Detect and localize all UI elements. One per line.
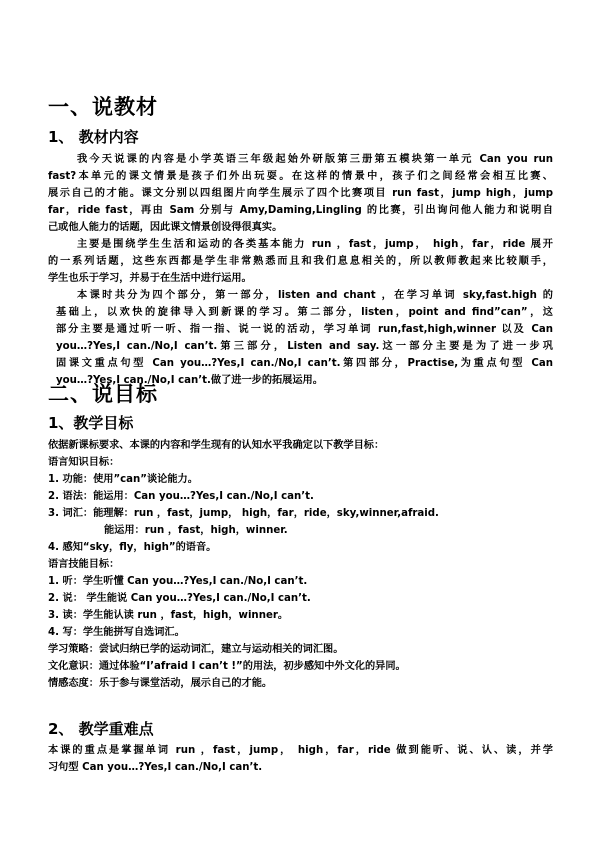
text-line: 3. 读：学生能认读 run ，fast，high，winner。 — [48, 610, 289, 621]
text-line: 学生也乐于学习，并易于在生活中进行运用。 — [48, 273, 252, 284]
text-line: 情感态度：乐于参与课堂活动，展示自己的才能。 — [48, 678, 273, 689]
text-line: 2. 语法：能运用：Can you…?Yes,I can./No,I can’t. — [48, 491, 314, 502]
text-line: 主要是围绕学生生活和运动的各类基本能力 run ，fast，jump， high，far，ride 展开 — [77, 239, 553, 250]
text-line: 文化意识：通过体验“I’afraid I can’t !”的用法，初步感知中外文化的异同。 — [48, 661, 406, 672]
text-line: 依据新课标要求、本课的内容和学生现有的认知水平我确定以下教学目标： — [48, 440, 385, 451]
text-line: 3. 词汇：能理解：run ，fast，jump， high，far，ride，sky,winner,afraid. — [48, 508, 439, 519]
text-line: 我今天说课的内容是小学英语三年级起始外研版第三册第五模块第一单元 Can you run — [77, 154, 553, 165]
text-line: 展示自己的才能。课文分别以四组图片向学生展示了四个比赛项目 run fast，jump high，jump — [48, 188, 553, 199]
text-line: 习句型 Can you…?Yes,I can./No,I can’t. — [48, 762, 263, 773]
section1-sub1-heading: 1、 教材内容 — [48, 128, 139, 146]
text-line: 学习策略：尝试归纳已学的运动词汇，建立与运动相关的词汇图。 — [48, 644, 344, 655]
text-line: 4. 感知“sky，fly，high”的语音。 — [48, 542, 217, 553]
section2-sub2-heading: 2、 教学重难点 — [48, 720, 154, 738]
text-line: 本课的重点是掌握单词 run ，fast，jump， high，far，ride 做到能听、说、认、读，并学 — [48, 745, 553, 756]
text-line: 4. 写：学生能拼写自选词汇。 — [48, 627, 185, 638]
text-line: 语言技能目标： — [48, 559, 120, 570]
text-line: far，ride fast，再由 Sam 分别与 Amy,Daming,Lingling 的比赛，引出询问他人能力和说明自 — [48, 205, 553, 216]
text-line: 的一系列话题，这些东西都是学生非常熟悉而且和我们息息相关的，所以教师教起来比较顺手， — [48, 256, 553, 267]
text-line: 能运用：run ，fast，high，winner. — [104, 525, 288, 536]
text-line: 基础上，以欢快的旋律导入到新课的学习。第二部分，listen，point and find”can”，这 — [56, 307, 553, 318]
text-line: 语言知识目标： — [48, 457, 120, 468]
text-line: fast?本单元的课文情景是孩子们外出玩耍。在这样的情景中，孩子们之间经常会相互比赛、 — [48, 171, 553, 182]
text-line: 部分主要是通过听一听、指一指、说一说的活动，学习单词 run,fast,high,winner 以及 Can — [56, 324, 553, 335]
text-line: 1. 功能：使用”can”谈论能力。 — [48, 474, 198, 485]
section2-sub1-heading: 1、教学目标 — [48, 414, 134, 432]
text-line: 固课文重点句型 Can you…?Yes,I can./No,I can’t.第四部分，Practise,为重点句型 Can — [56, 358, 553, 369]
text-line: you…?Yes,I can./No,I can’t.做了进一步的拓展运用。 — [56, 375, 323, 386]
text-line: 1. 听：学生听懂 Can you…?Yes,I can./No,I can’t. — [48, 576, 308, 587]
text-line: 本课时共分为四个部分，第一部分，listen and chant ，在学习单词 sky,fast.high 的 — [77, 290, 553, 301]
text-line: 己或他人能力的话题，因此课文情景创设得很真实。 — [48, 222, 283, 233]
text-line: you…?Yes,I can./No,I can’t.第三部分，Listen and say.这一部分主要是为了进一步巩 — [56, 341, 553, 352]
text-line: 2. 说： 学生能说 Can you…?Yes,I can./No,I can’t. — [48, 593, 311, 604]
section1-heading: 一、说教材 — [48, 95, 158, 119]
section2-heading: 二、说目标 — [48, 382, 158, 406]
